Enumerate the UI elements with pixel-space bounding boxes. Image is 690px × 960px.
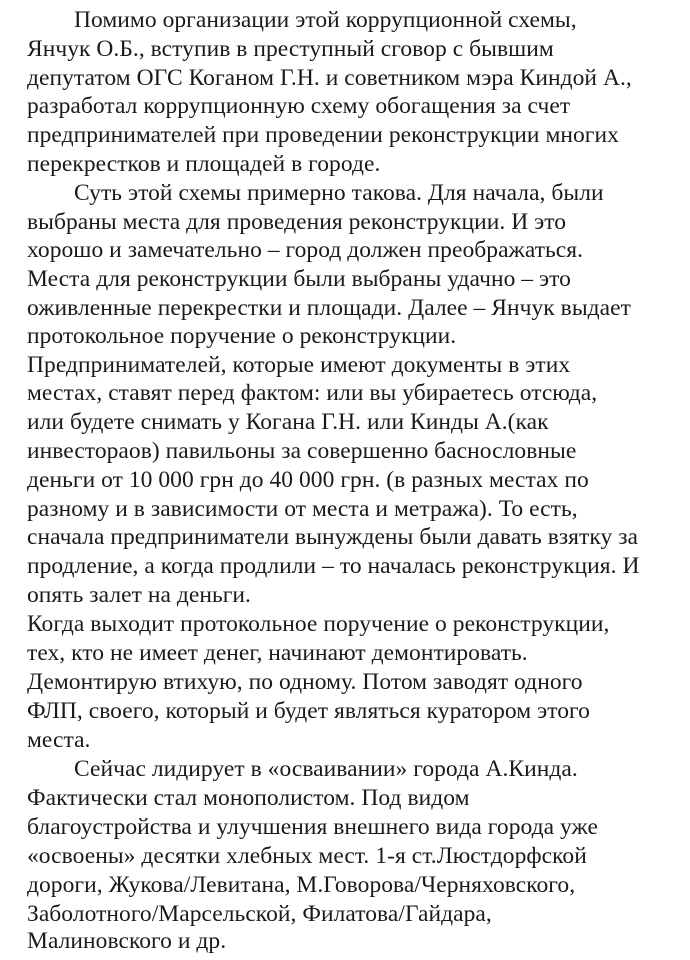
paragraph-3-line-1: Когда выходит протокольное поручение о реконструкции,	[27, 611, 610, 637]
paragraph-3-line-2: тех, кто не имеет денег, начинают демонтировать.	[27, 640, 528, 666]
paragraph-1-line-6: перекрестков и площадей в городе.	[27, 151, 381, 177]
paragraph-3-line-5: места.	[27, 727, 91, 753]
paragraph-1-line-2: Янчук О.Б., вступив в преступный сговор с бывшим	[27, 36, 554, 62]
paragraph-2-line-3: хорошо и замечательно – город должен преображаться.	[27, 237, 584, 263]
paragraph-2-line-5: оживленные перекрестки и площади. Далее – Янчук выдает	[27, 295, 631, 321]
paragraph-2-line-1: Суть этой схемы примерно такова. Для начала, были	[74, 180, 604, 206]
paragraph-4-line-5: дороги, Жукова/Левитана, М.Говорова/Черняховского,	[27, 872, 576, 898]
paragraph-1-line-5: предпринимателей при проведении реконструкции многих	[27, 122, 619, 148]
paragraph-4-line-6: Заболотного/Марсельской, Филатова/Гайдара,	[27, 901, 492, 927]
paragraph-2-line-2: выбраны места для проведения реконструкции. И это	[27, 209, 567, 235]
paragraph-2-line-7: Предпринимателей, которые имеют документы в этих	[27, 352, 571, 378]
paragraph-2-line-8: местах, ставят перед фактом: или вы убираетесь отсюда,	[27, 380, 598, 406]
paragraph-2-line-12: разному и в зависимости от места и метража). То есть,	[27, 496, 578, 522]
paragraph-2-line-10: инвестораов) павильоны за совершенно баснословные	[27, 438, 577, 464]
paragraph-4-line-2: Фактически стал монополистом. Под видом	[27, 785, 470, 811]
paragraph-4-line-3: благоустройства и улучшения внешнего вида города уже	[27, 814, 598, 840]
paragraph-2-line-13: сначала предприниматели вынуждены были давать взятку за	[27, 524, 639, 550]
paragraph-2-line-14: продление, а когда продлили – то началась реконструкция. И	[27, 553, 640, 579]
paragraph-2-line-11: деньги от 10 000 грн до 40 000 грн. (в разных местах по	[27, 467, 589, 493]
paragraph-3-line-4: ФЛП, своего, который и будет являться куратором этого	[27, 698, 590, 724]
paragraph-1-line-4: разработал коррупционную схему обогащения за счет	[27, 93, 571, 119]
paragraph-4-line-1: Сейчас лидирует в «осваивании» города А.Кинда.	[74, 756, 578, 782]
paragraph-3-line-3: Демонтирую втихую, по одному. Потом заводят одного	[27, 669, 583, 695]
paragraph-1-line-1: Помимо организации этой коррупционной схемы,	[74, 7, 577, 33]
paragraph-2-line-15: опять залет на деньги.	[27, 582, 251, 608]
paragraph-2-line-6: протокольное поручение о реконструкции.	[27, 323, 457, 349]
paragraph-2-line-9: или будете снимать у Когана Г.Н. или Кинды А.(как	[27, 409, 549, 435]
paragraph-2-line-4: Места для реконструкции были выбраны удачно – это	[27, 266, 571, 292]
paragraph-1-line-3: депутатом ОГС Коганом Г.Н. и советником мэра Киндой А.,	[27, 65, 632, 91]
paragraph-4-line-4: «освоены» десятки хлебных мест. 1-я ст.Люстдорфской	[27, 843, 587, 869]
paragraph-4-line-7: Малиновского и др.	[27, 928, 227, 954]
